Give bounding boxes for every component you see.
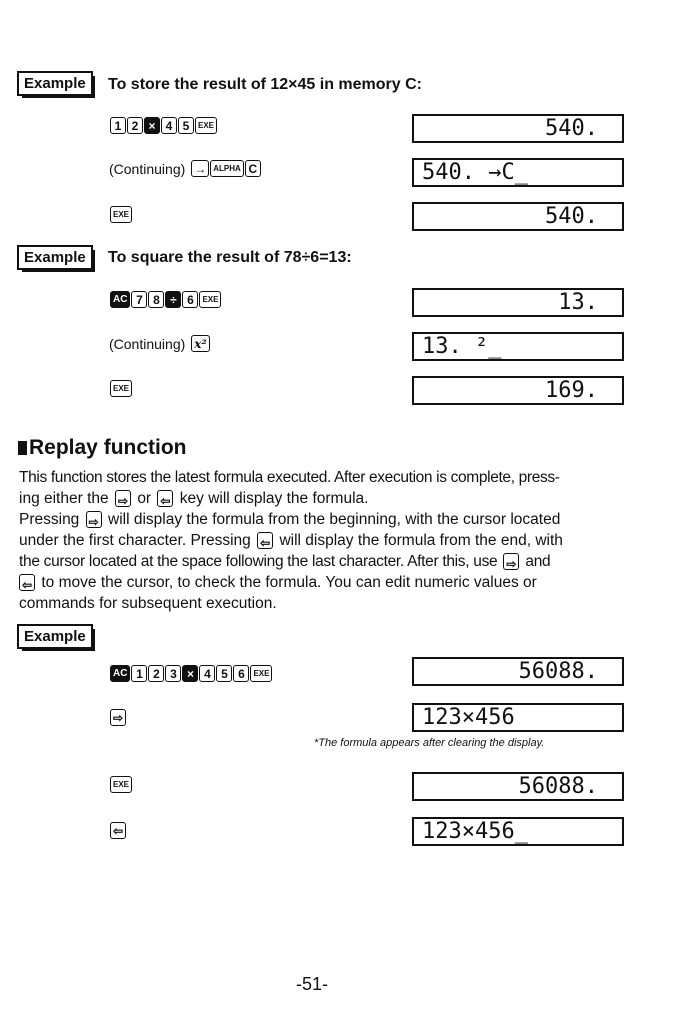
example2-lcd2: 13. ²_ [412,332,624,361]
key-exe: EXE [199,291,221,308]
key-4: 4 [161,117,177,134]
para-text: to move the cursor, to check the formula. You can edit numeric values or [41,574,537,591]
key-exe: EXE [110,776,132,793]
key-5: 5 [216,665,232,682]
key-4: 4 [199,665,215,682]
key-2: 2 [127,117,143,134]
example3-step4-keys [110,822,126,839]
example3-lcd3: 56088. [412,772,624,801]
para-line-5 [19,551,626,572]
key-8: 8 [148,291,164,308]
replay-right-key-icon: ⇨ [86,511,102,528]
key-1: 1 [110,117,126,134]
para-text: ing either the [19,490,109,507]
para-text: will display the formula from the beginning, with the cursor located [108,511,561,528]
example-badge-2: Example [17,245,93,270]
replay-left-key-icon: ⇦ [257,532,273,549]
key-multiply: × [144,117,160,134]
para-text: the cursor located at the space following the last character. After this, use [19,553,498,570]
para-text: Pressing [19,511,80,528]
key-ac: AC [110,291,130,308]
continuing-label: (Continuing) [109,335,186,352]
key-exe: EXE [110,380,132,397]
example2-step3-keys [110,380,132,397]
key-exe: EXE [110,206,132,223]
key-alpha: ALPHA [210,160,244,177]
key-3: 3 [165,665,181,682]
example2-lcd1: 13. [412,288,624,317]
example1-heading: To store the result of 12×45 in memory C: [108,76,423,93]
para-text: and [525,553,551,570]
key-2: 2 [148,665,164,682]
example2-step1-keys [110,291,221,308]
para-line-2 [19,488,626,509]
key-6: 6 [182,291,198,308]
example2-step2 [109,335,210,352]
key-replay-left: ⇦ [110,822,126,839]
bullet-square-icon [18,441,27,455]
para-text: will display the formula from the end, with [279,532,563,549]
example3-step3-keys [110,776,132,793]
para-text: under the first character. Pressing [19,532,251,549]
para-line-7: commands for subsequent execution. [19,595,277,612]
para-line-4 [19,530,626,551]
key-ac: AC [110,665,130,682]
example1-step3-keys [110,206,132,223]
replay-paragraph [19,467,626,614]
key-c: C [245,160,261,177]
key-exe: EXE [195,117,217,134]
key-arrow-right: → [191,160,209,177]
para-line-6 [19,572,626,593]
example2-heading: To square the result of 78÷6=13: [108,249,352,266]
para-line-1: This function stores the latest formula executed. After execution is complete, press- [19,469,560,486]
example1-lcd3: 540. [412,202,624,231]
page-number: -51- [296,974,329,994]
para-line-3 [19,509,626,530]
example3-lcd1: 56088. [412,657,624,686]
section-title [18,436,187,460]
key-replay-right: ⇨ [110,709,126,726]
replay-left-key-icon: ⇦ [19,574,35,591]
example3-lcd2: 123×456 [412,703,624,732]
replay-left-key-icon: ⇦ [157,490,173,507]
example-badge-3: Example [17,624,93,649]
replay-right-key-icon: ⇨ [503,553,519,570]
example1-lcd1: 540. [412,114,624,143]
example3-step1-keys [110,665,272,682]
example2-lcd3: 169. [412,376,624,405]
key-x-squared: x² [191,335,209,352]
example3-step2-keys [110,709,126,726]
section-title-text: Replay function [29,436,187,459]
example1-step1-keys [110,117,217,134]
replay-right-key-icon: ⇨ [115,490,131,507]
key-1: 1 [131,665,147,682]
key-5: 5 [178,117,194,134]
example1-step2 [109,160,261,177]
para-text: key will display the formula. [179,490,369,507]
key-exe: EXE [250,665,272,682]
key-divide: ÷ [165,291,181,308]
example3-lcd4: 123×456_ [412,817,624,846]
example1-step2-keys [191,160,261,177]
example1-lcd2: 540. →C_ [412,158,624,187]
continuing-label: (Continuing) [109,160,186,177]
example-badge-1: Example [17,71,93,96]
key-6: 6 [233,665,249,682]
footnote: *The formula appears after clearing the display. [314,737,545,749]
key-multiply: × [182,665,198,682]
para-text: or [137,490,152,507]
key-7: 7 [131,291,147,308]
